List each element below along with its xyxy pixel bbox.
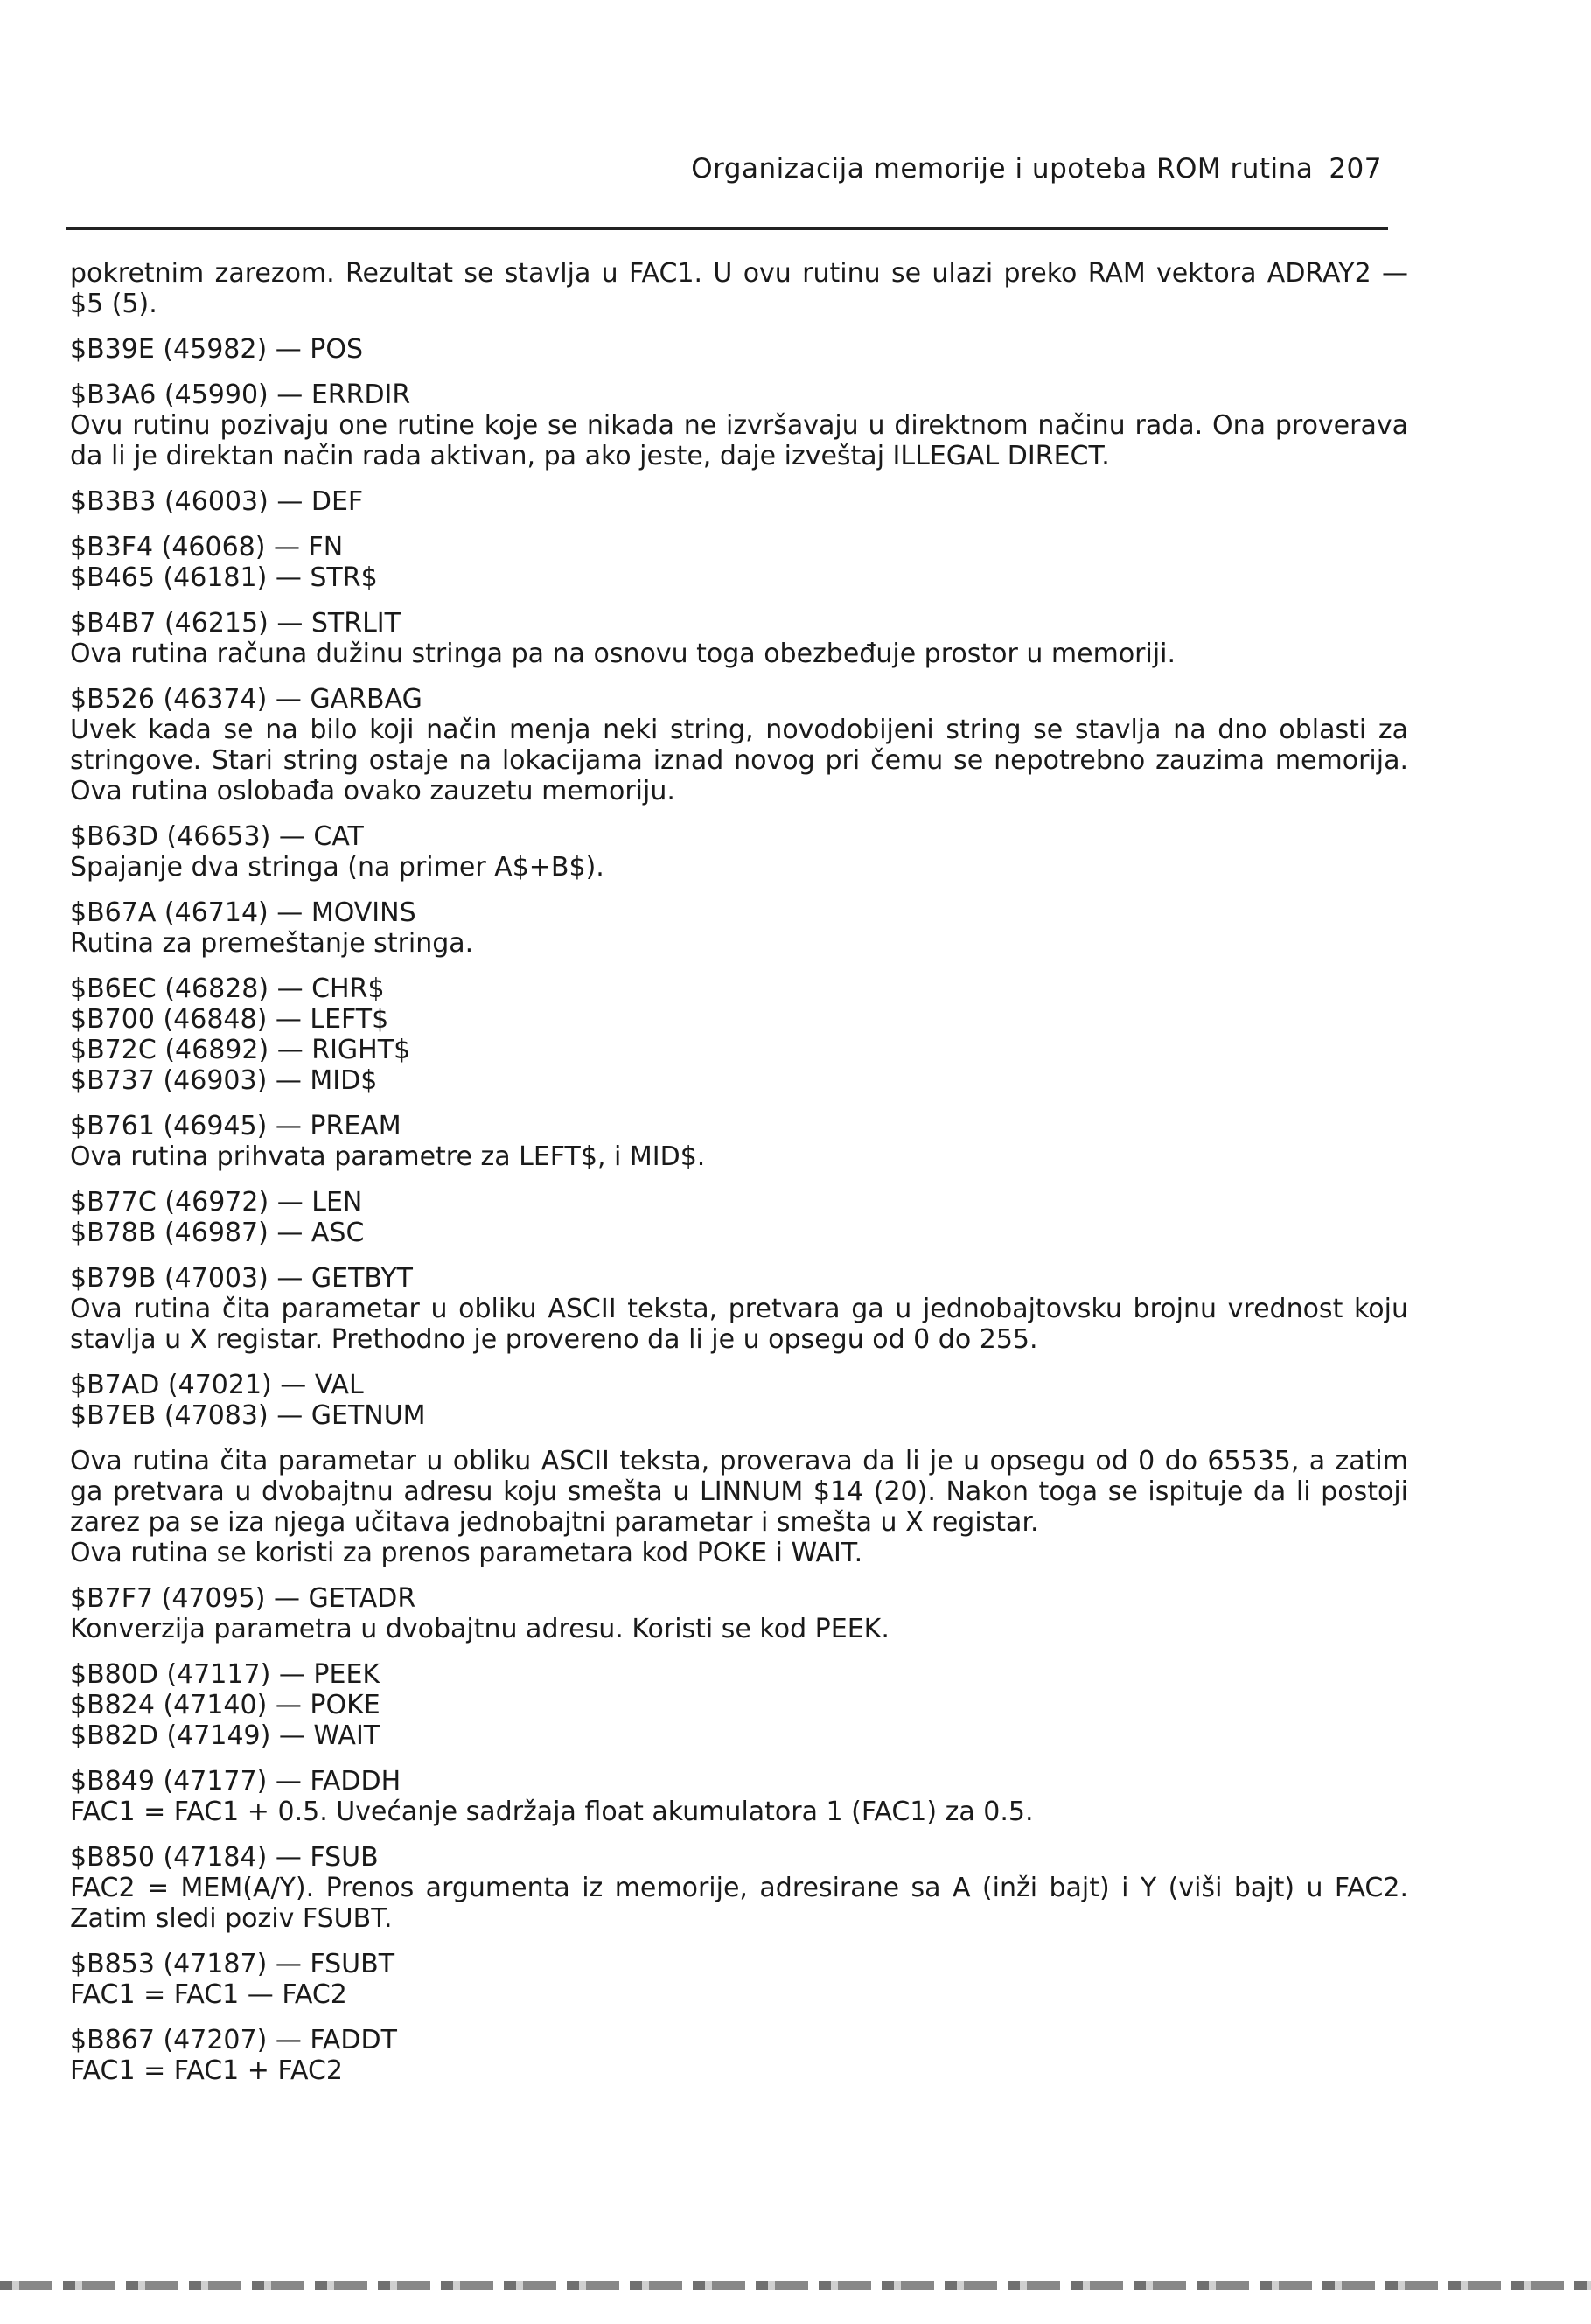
routine-block xyxy=(70,532,1408,593)
routine-block xyxy=(70,258,1408,319)
routine-block xyxy=(70,1446,1408,1568)
routine-block xyxy=(70,1766,1408,1827)
routine-block xyxy=(70,974,1408,1096)
routine-entry: $B850 (47184) — FSUB xyxy=(70,1842,379,1873)
scan-bottom-edge xyxy=(0,2281,1591,2290)
routine-entry: $B867 (47207) — FADDT xyxy=(70,2025,397,2055)
routine-description: Ova rutina računa dužinu stringa pa na osnovu toga obezbeđuje prostor u memoriji. xyxy=(70,639,1176,669)
routine-description: FAC1 = FAC1 + 0.5. Uvećanje sadržaja float akumulatora 1 (FAC1) za 0.5. xyxy=(70,1797,1034,1827)
routine-block xyxy=(70,608,1408,669)
routine-block xyxy=(70,897,1408,959)
routine-entry: $B700 (46848) — LEFT$ xyxy=(70,1004,389,1035)
routine-description: Ova rutina prihvata parametre za LEFT$, i MID$. xyxy=(70,1141,706,1172)
routine-description: Uvek kada se na bilo koji način menja neki string, novodobijeni string se stavlja na dno oblasti za stringove. Stari string ostaje na lokacijama iznad novog pri čemu se nepotrebno zauzima memorija. Ova rutina oslobađa ovako zauzetu memoriju. xyxy=(70,715,1408,806)
routine-entry: $B63D (46653) — CAT xyxy=(70,821,364,852)
routine-entry: $B79B (47003) — GETBYT xyxy=(70,1263,413,1294)
routine-block xyxy=(70,1842,1408,1934)
page-number: 207 xyxy=(1329,153,1382,185)
routine-entry: $B465 (46181) — STR$ xyxy=(70,562,378,593)
routine-entry: FAC1 = FAC1 + FAC2 xyxy=(70,2055,344,2086)
routine-description: Ova rutina se koristi za prenos parametara kod POKE i WAIT. xyxy=(70,1538,863,1568)
page-body xyxy=(70,258,1408,2101)
routine-block xyxy=(70,1187,1408,1248)
header-title: Organizacija memorije i upoteba ROM rutina xyxy=(691,153,1314,185)
routine-entry: $B67A (46714) — MOVINS xyxy=(70,897,416,928)
routine-block xyxy=(70,1659,1408,1751)
routine-entry: $B78B (46987) — ASC xyxy=(70,1218,365,1248)
routine-block xyxy=(70,1370,1408,1431)
routine-description: Ova rutina čita parametar u obliku ASCII teksta, pretvara ga u jednobajtovsku brojnu vrednost koju stavlja u X registar. Prethodno je provereno da li je u opsegu od 0 do 255. xyxy=(70,1294,1408,1355)
routine-block xyxy=(70,1583,1408,1644)
routine-entry: $B526 (46374) — GARBAG xyxy=(70,684,422,715)
routine-block xyxy=(70,486,1408,517)
routine-entry: FAC1 = FAC1 — FAC2 xyxy=(70,1979,347,2010)
routine-description: Spajanje dva stringa (na primer A$+B$). xyxy=(70,852,604,883)
routine-entry: $B6EC (46828) — CHR$ xyxy=(70,974,385,1004)
routine-entry: $B39E (45982) — POS xyxy=(70,334,363,365)
routine-entry: $B4B7 (46215) — STRLIT xyxy=(70,608,401,639)
routine-description: Konverzija parametra u dvobajtnu adresu. Koristi se kod PEEK. xyxy=(70,1614,890,1644)
routine-block xyxy=(70,684,1408,806)
header-rule xyxy=(66,227,1388,230)
routine-entry: $B7EB (47083) — GETNUM xyxy=(70,1400,426,1431)
routine-entry: $B3B3 (46003) — DEF xyxy=(70,486,364,517)
routine-block xyxy=(70,1111,1408,1172)
routine-entry: $B3F4 (46068) — FN xyxy=(70,532,344,562)
routine-block xyxy=(70,334,1408,365)
routine-description: pokretnim zarezom. Rezultat se stavlja u FAC1. U ovu rutinu se ulazi preko RAM vektora ADRAY2 — $5 (5). xyxy=(70,258,1408,319)
routine-description: Ova rutina čita parametar u obliku ASCII teksta, proverava da li je u opsegu od 0 do 65535, a zatim ga pretvara u dvobajtnu adresu koju smešta u LINNUM $14 (20). Nakon toga se ispituje da li postoji zarez pa se iza njega učitava jednobajtni parametar i smešta u X registar. xyxy=(70,1446,1408,1538)
routine-block xyxy=(70,380,1408,471)
routine-entry: $B853 (47187) — FSUBT xyxy=(70,1949,395,1979)
routine-block xyxy=(70,2025,1408,2086)
routine-entry: $B77C (46972) — LEN xyxy=(70,1187,363,1218)
routine-block xyxy=(70,1263,1408,1355)
routine-entry: $B82D (47149) — WAIT xyxy=(70,1720,380,1751)
routine-entry: $B80D (47117) — PEEK xyxy=(70,1659,380,1690)
routine-entry: $B3A6 (45990) — ERRDIR xyxy=(70,380,411,410)
routine-description: Rutina za premeštanje stringa. xyxy=(70,928,474,959)
routine-entry: $B7AD (47021) — VAL xyxy=(70,1370,364,1400)
routine-block xyxy=(70,821,1408,883)
running-header xyxy=(70,153,1382,185)
routine-entry: $B737 (46903) — MID$ xyxy=(70,1065,378,1096)
routine-entry: $B761 (46945) — PREAM xyxy=(70,1111,401,1141)
routine-entry: $B7F7 (47095) — GETADR xyxy=(70,1583,416,1614)
routine-description: FAC2 = MEM(A/Y). Prenos argumenta iz memorije, adresirane sa A (inži bajt) i Y (viši bajt) u FAC2. Zatim sledi poziv FSUBT. xyxy=(70,1873,1408,1934)
routine-block xyxy=(70,1949,1408,2010)
routine-description: Ovu rutinu pozivaju one rutine koje se nikada ne izvršavaju u direktnom načinu rada. Ona proverava da li je direktan način rada aktivan, pa ako jeste, daje izveštaj ILLEGAL DIRECT. xyxy=(70,410,1408,471)
routine-entry: $B849 (47177) — FADDH xyxy=(70,1766,401,1797)
routine-entry: $B72C (46892) — RIGHT$ xyxy=(70,1035,411,1065)
routine-entry: $B824 (47140) — POKE xyxy=(70,1690,380,1720)
